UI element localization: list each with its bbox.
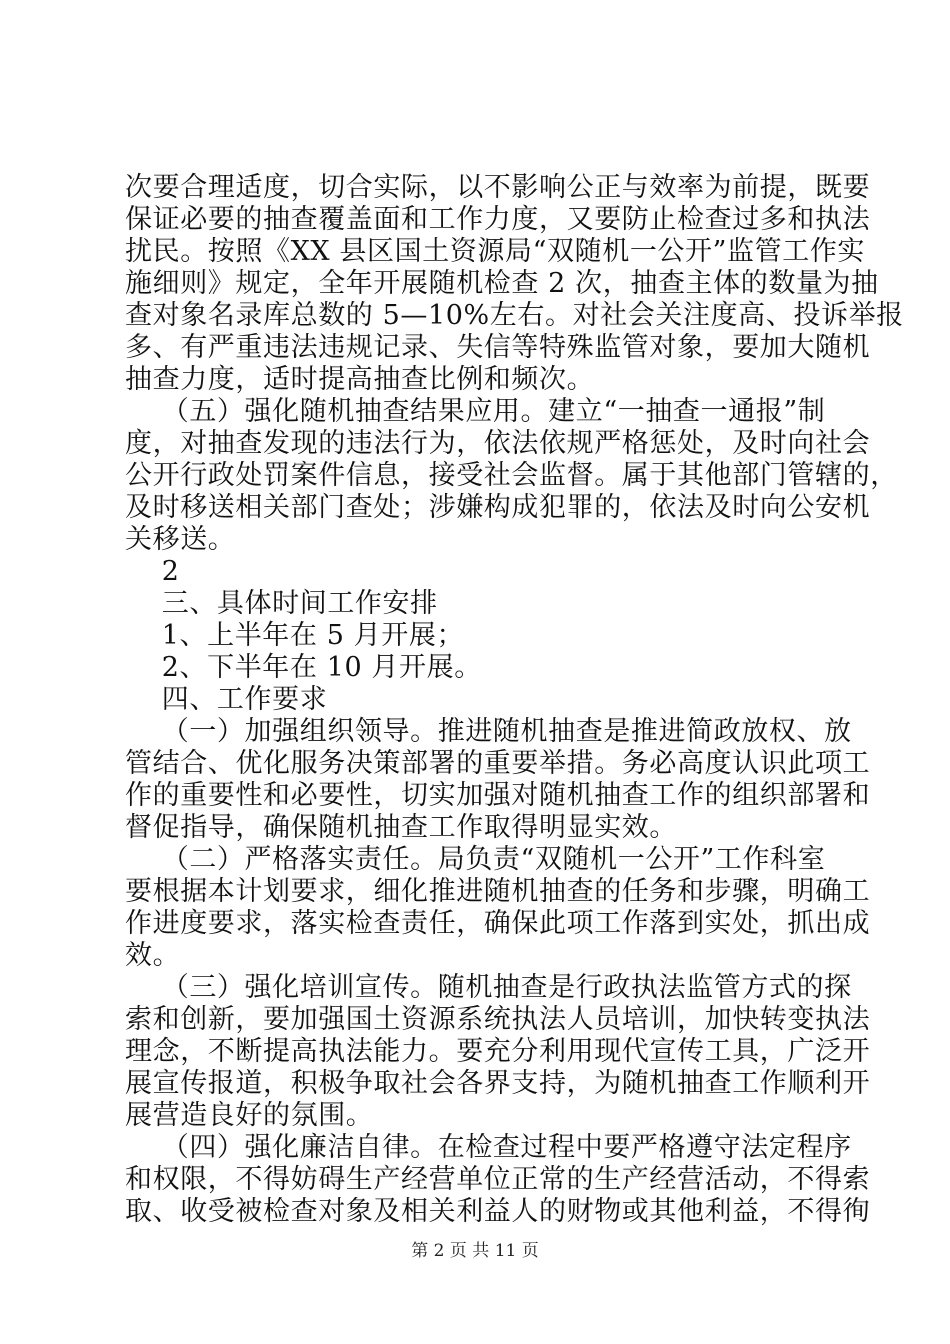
text-line: 施细则》规定，全年开展随机检查 2 次，抽查主体的数量为抽: [125, 268, 879, 299]
text-line: 督促指导，确保随机抽查工作取得明显实效。: [125, 812, 677, 843]
text-line: 管结合、优化服务决策部署的重要举措。务必高度认识此项工: [125, 748, 871, 779]
text-line: 作进度要求，落实检查责任，确保此项工作落到实处，抓出成: [125, 908, 871, 939]
text-line: 保证必要的抽查覆盖面和工作力度，又要防止检查过多和执法: [125, 204, 871, 235]
text-line: 索和创新，要加强国土资源系统执法人员培训，加快转变执法: [125, 1004, 871, 1035]
text-line: 理念，不断提高执法能力。要充分利用现代宣传工具，广泛开: [125, 1036, 871, 1067]
page-footer: 第 2 页 共 11 页: [411, 1241, 539, 1261]
text-line: 展营造良好的氛围。: [125, 1100, 374, 1131]
text-line: 度，对抽查发现的违法行为，依法依规严格惩处，及时向社会: [125, 428, 871, 459]
text-line: （五）强化随机抽查结果应用。建立“一抽查一通报”制: [125, 396, 826, 427]
text-line: 和权限，不得妨碍生产经营单位正常的生产经营活动，不得索: [125, 1164, 871, 1195]
text-line: 取、收受被检查对象及相关利益人的财物或其他利益，不得徇: [125, 1196, 871, 1227]
text-line: 作的重要性和必要性，切实加强对随机抽查工作的组织部署和: [125, 780, 871, 811]
text-line: 及时移送相关部门查处；涉嫌构成犯罪的，依法及时向公安机: [125, 492, 871, 523]
section-heading: 三、具体时间工作安排: [125, 588, 438, 619]
text-line: 2: [125, 556, 180, 587]
text-line: 展宣传报道，积极争取社会各界支持，为随机抽查工作顺利开: [125, 1068, 871, 1099]
section-heading: 四、工作要求: [125, 684, 328, 715]
text-line: 次要合理适度，切合实际，以不影响公正与效率为前提，既要: [125, 172, 871, 203]
text-line: 公开行政处罚案件信息，接受社会监督。属于其他部门管辖的，: [125, 460, 898, 491]
text-line: （一）加强组织领导。推进随机抽查是推进简政放权、放: [125, 716, 852, 747]
text-line: （四）强化廉洁自律。在检查过程中要严格遵守法定程序: [125, 1132, 852, 1163]
text-line: （二）严格落实责任。局负责“双随机一公开”工作科室: [125, 844, 826, 875]
text-line: （三）强化培训宣传。随机抽查是行政执法监管方式的探: [125, 972, 852, 1003]
text-line: 关移送。: [125, 524, 236, 555]
text-line: 查对象名录库总数的 5—10%左右。对社会关注度高、投诉举报: [125, 300, 904, 331]
text-line: 2、下半年在 10 月开展。: [125, 652, 482, 683]
text-line: 1、上半年在 5 月开展；: [125, 620, 465, 651]
document-body: [125, 172, 904, 1228]
text-line: 要根据本计划要求，细化推进随机抽查的任务和步骤，明确工: [125, 876, 871, 907]
text-line: 抽查力度，适时提高抽查比例和频次。: [125, 364, 595, 395]
text-line: 多、有严重违法违规记录、失信等特殊监管对象，要加大随机: [125, 332, 871, 363]
text-line: 效。: [125, 940, 181, 971]
text-line: 扰民。按照《XX 县区国土资源局“双随机一公开”监管工作实: [125, 236, 866, 267]
